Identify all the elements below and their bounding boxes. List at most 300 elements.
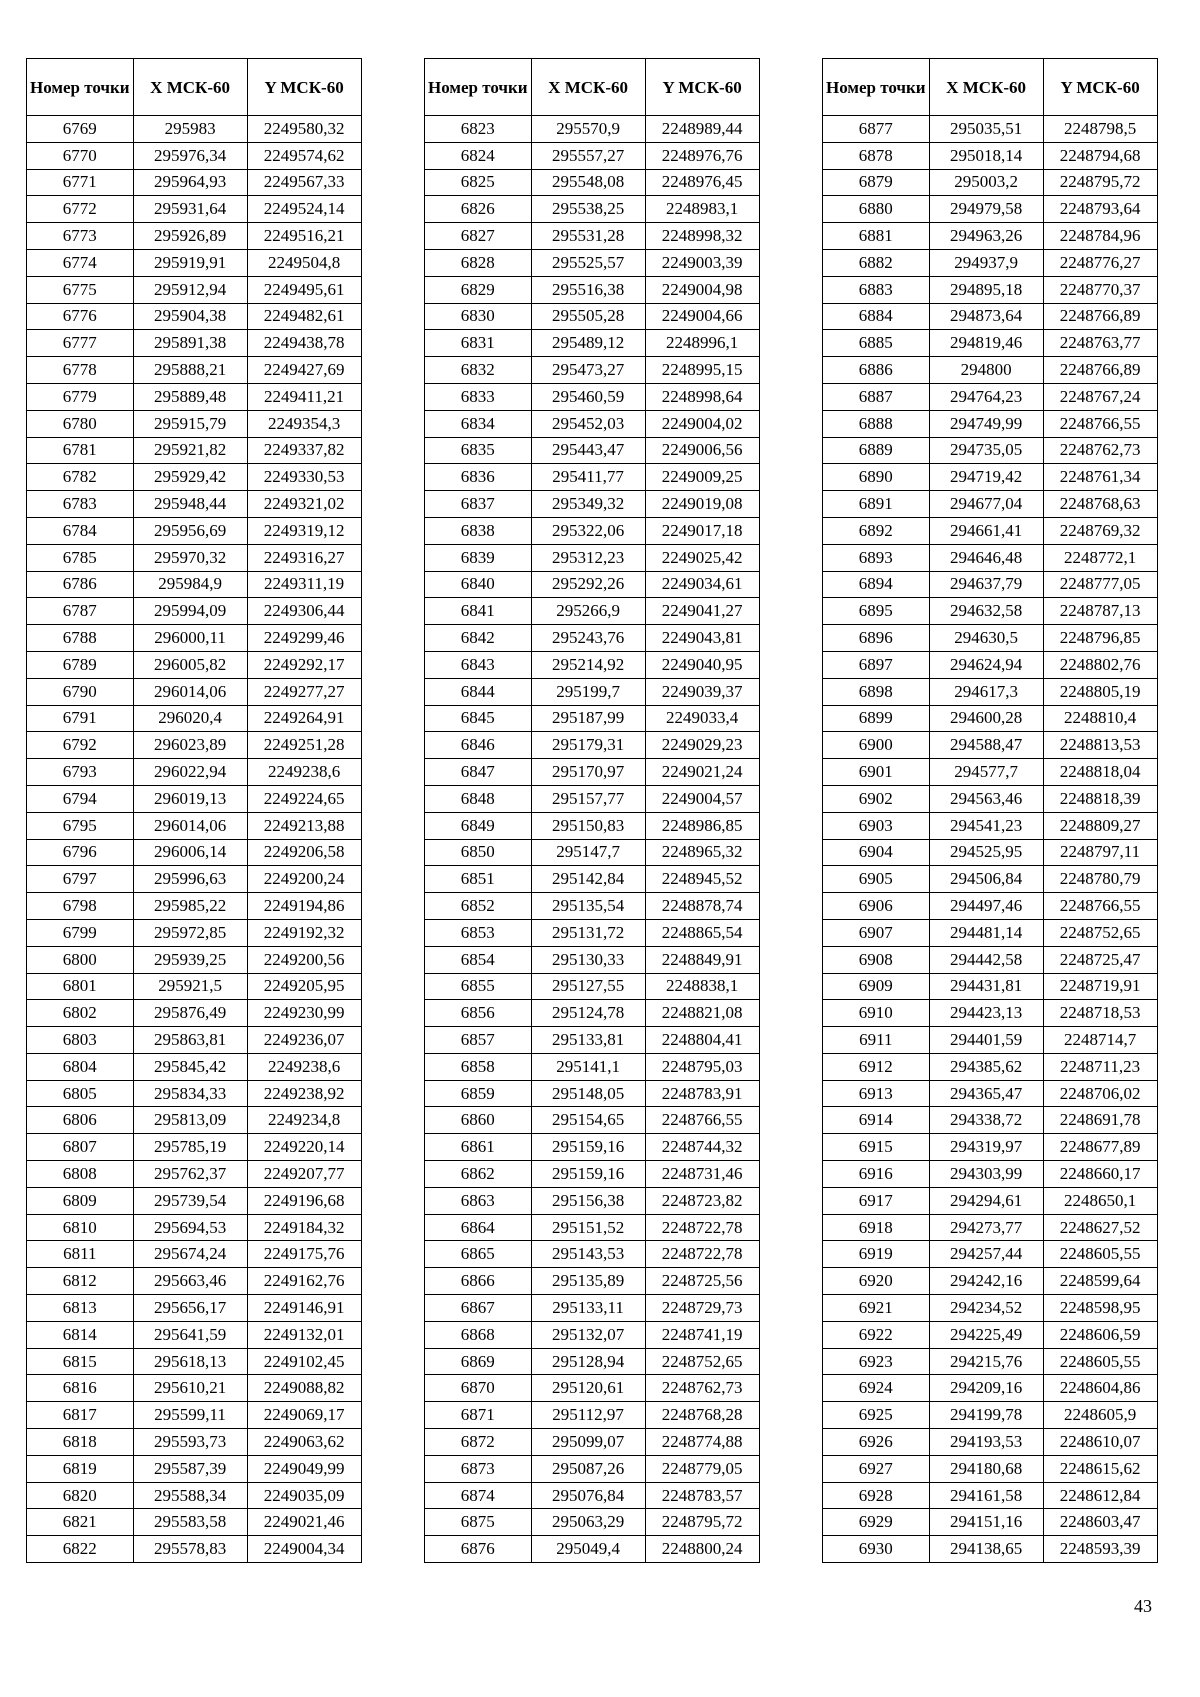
table-row	[425, 1080, 760, 1107]
table-row	[425, 491, 760, 518]
cell-point-number: 6804	[27, 1053, 134, 1080]
cell-y-coordinate: 2249504,8	[247, 249, 361, 276]
cell-point-number: 6877	[823, 116, 930, 143]
cell-x-coordinate: 295538,25	[531, 196, 645, 223]
cell-y-coordinate: 2249004,34	[247, 1536, 361, 1563]
cell-x-coordinate: 295322,06	[531, 517, 645, 544]
cell-x-coordinate: 295994,09	[133, 598, 247, 625]
cell-point-number: 6827	[425, 223, 532, 250]
cell-y-coordinate: 2249004,66	[645, 303, 759, 330]
cell-point-number: 6866	[425, 1268, 532, 1295]
table-row	[27, 303, 362, 330]
cell-y-coordinate: 2248809,27	[1043, 812, 1157, 839]
cell-y-coordinate: 2248989,44	[645, 116, 759, 143]
table-row	[425, 1348, 760, 1375]
table-row	[425, 571, 760, 598]
table-row	[823, 839, 1158, 866]
cell-y-coordinate: 2248776,27	[1043, 249, 1157, 276]
cell-point-number: 6841	[425, 598, 532, 625]
cell-x-coordinate: 295143,53	[531, 1241, 645, 1268]
cell-y-coordinate: 2248849,91	[645, 946, 759, 973]
cell-x-coordinate: 295599,11	[133, 1402, 247, 1429]
cell-point-number: 6823	[425, 116, 532, 143]
cell-point-number: 6782	[27, 464, 134, 491]
cell-point-number: 6793	[27, 759, 134, 786]
cell-y-coordinate: 2248976,76	[645, 142, 759, 169]
cell-y-coordinate: 2249035,09	[247, 1482, 361, 1509]
cell-y-coordinate: 2248794,68	[1043, 142, 1157, 169]
table-row	[425, 1027, 760, 1054]
cell-x-coordinate: 295266,9	[531, 598, 645, 625]
cell-x-coordinate: 295921,82	[133, 437, 247, 464]
cell-point-number: 6918	[823, 1214, 930, 1241]
table-row	[823, 1214, 1158, 1241]
cell-x-coordinate: 295156,38	[531, 1187, 645, 1214]
cell-x-coordinate: 294431,81	[929, 973, 1043, 1000]
table-row	[823, 303, 1158, 330]
cell-point-number: 6773	[27, 223, 134, 250]
cell-point-number: 6814	[27, 1321, 134, 1348]
cell-x-coordinate: 295578,83	[133, 1536, 247, 1563]
cell-x-coordinate: 295889,48	[133, 383, 247, 410]
cell-point-number: 6891	[823, 491, 930, 518]
cell-x-coordinate: 295411,77	[531, 464, 645, 491]
cell-x-coordinate: 295159,16	[531, 1134, 645, 1161]
table-row	[27, 625, 362, 652]
cell-point-number: 6833	[425, 383, 532, 410]
cell-x-coordinate: 295919,91	[133, 249, 247, 276]
table-row	[27, 839, 362, 866]
table-row	[27, 1295, 362, 1322]
cell-x-coordinate: 295151,52	[531, 1214, 645, 1241]
cell-point-number: 6903	[823, 812, 930, 839]
cell-y-coordinate: 2248729,73	[645, 1295, 759, 1322]
cell-y-coordinate: 2249088,82	[247, 1375, 361, 1402]
cell-y-coordinate: 2249029,23	[645, 732, 759, 759]
cell-y-coordinate: 2249316,27	[247, 544, 361, 571]
table-row	[27, 1536, 362, 1563]
cell-y-coordinate: 2248965,32	[645, 839, 759, 866]
cell-point-number: 6801	[27, 973, 134, 1000]
cell-point-number: 6774	[27, 249, 134, 276]
cell-point-number: 6820	[27, 1482, 134, 1509]
cell-point-number: 6792	[27, 732, 134, 759]
table-row	[425, 1268, 760, 1295]
cell-point-number: 6862	[425, 1161, 532, 1188]
cell-y-coordinate: 2248741,19	[645, 1321, 759, 1348]
cell-y-coordinate: 2248610,07	[1043, 1429, 1157, 1456]
cell-point-number: 6878	[823, 142, 930, 169]
cell-x-coordinate: 294632,58	[929, 598, 1043, 625]
cell-y-coordinate: 2248763,77	[1043, 330, 1157, 357]
cell-point-number: 6832	[425, 357, 532, 384]
table-row	[425, 1295, 760, 1322]
cell-point-number: 6818	[27, 1429, 134, 1456]
cell-y-coordinate: 2248805,19	[1043, 678, 1157, 705]
table-row	[425, 759, 760, 786]
cell-point-number: 6840	[425, 571, 532, 598]
cell-point-number: 6875	[425, 1509, 532, 1536]
cell-point-number: 6901	[823, 759, 930, 786]
cell-y-coordinate: 2249292,17	[247, 651, 361, 678]
cell-x-coordinate: 296020,4	[133, 705, 247, 732]
cell-x-coordinate: 294234,52	[929, 1295, 1043, 1322]
table-row	[425, 785, 760, 812]
cell-x-coordinate: 295157,77	[531, 785, 645, 812]
cell-point-number: 6837	[425, 491, 532, 518]
cell-y-coordinate: 2248810,4	[1043, 705, 1157, 732]
cell-point-number: 6825	[425, 169, 532, 196]
cell-point-number: 6785	[27, 544, 134, 571]
cell-y-coordinate: 2248725,47	[1043, 946, 1157, 973]
cell-point-number: 6857	[425, 1027, 532, 1054]
table-row	[27, 169, 362, 196]
cell-y-coordinate: 2248767,24	[1043, 383, 1157, 410]
cell-point-number: 6930	[823, 1536, 930, 1563]
cell-y-coordinate: 2248998,64	[645, 383, 759, 410]
table-row	[425, 1000, 760, 1027]
cell-point-number: 6776	[27, 303, 134, 330]
cell-x-coordinate: 294319,97	[929, 1134, 1043, 1161]
table-row	[27, 732, 362, 759]
cell-y-coordinate: 2248770,37	[1043, 276, 1157, 303]
table-row	[425, 1375, 760, 1402]
cell-x-coordinate: 294442,58	[929, 946, 1043, 973]
cell-x-coordinate: 295926,89	[133, 223, 247, 250]
table-row	[27, 973, 362, 1000]
cell-x-coordinate: 295349,32	[531, 491, 645, 518]
cell-y-coordinate: 2249238,6	[247, 759, 361, 786]
cell-y-coordinate: 2248821,08	[645, 1000, 759, 1027]
table-row	[27, 651, 362, 678]
cell-y-coordinate: 2249175,76	[247, 1241, 361, 1268]
table-row	[823, 196, 1158, 223]
cell-y-coordinate: 2249194,86	[247, 893, 361, 920]
table-row	[425, 116, 760, 143]
table-body	[823, 116, 1158, 1563]
table-row	[425, 1429, 760, 1456]
cell-point-number: 6882	[823, 249, 930, 276]
cell-x-coordinate: 294225,49	[929, 1321, 1043, 1348]
cell-x-coordinate: 294749,99	[929, 410, 1043, 437]
cell-y-coordinate: 2249213,88	[247, 812, 361, 839]
cell-y-coordinate: 2248599,64	[1043, 1268, 1157, 1295]
cell-point-number: 6890	[823, 464, 930, 491]
cell-point-number: 6843	[425, 651, 532, 678]
table-row	[823, 785, 1158, 812]
cell-point-number: 6910	[823, 1000, 930, 1027]
cell-y-coordinate: 2249224,65	[247, 785, 361, 812]
cell-point-number: 6925	[823, 1402, 930, 1429]
cell-point-number: 6828	[425, 249, 532, 276]
table-row	[823, 1000, 1158, 1027]
cell-x-coordinate: 295694,53	[133, 1214, 247, 1241]
cell-point-number: 6789	[27, 651, 134, 678]
cell-y-coordinate: 2248797,11	[1043, 839, 1157, 866]
cell-y-coordinate: 2249102,45	[247, 1348, 361, 1375]
cell-x-coordinate: 294719,42	[929, 464, 1043, 491]
cell-y-coordinate: 2249021,46	[247, 1509, 361, 1536]
table-row	[425, 544, 760, 571]
cell-point-number: 6852	[425, 893, 532, 920]
cell-y-coordinate: 2248718,53	[1043, 1000, 1157, 1027]
cell-x-coordinate: 296005,82	[133, 651, 247, 678]
table-row	[823, 437, 1158, 464]
cell-point-number: 6897	[823, 651, 930, 678]
cell-y-coordinate: 2248995,15	[645, 357, 759, 384]
cell-y-coordinate: 2249321,02	[247, 491, 361, 518]
cell-x-coordinate: 295133,11	[531, 1295, 645, 1322]
cell-point-number: 6790	[27, 678, 134, 705]
cell-x-coordinate: 296019,13	[133, 785, 247, 812]
cell-y-coordinate: 2248691,78	[1043, 1107, 1157, 1134]
cell-x-coordinate: 295557,27	[531, 142, 645, 169]
cell-x-coordinate: 295929,42	[133, 464, 247, 491]
cell-point-number: 6888	[823, 410, 930, 437]
cell-x-coordinate: 294385,62	[929, 1053, 1043, 1080]
cell-point-number: 6821	[27, 1509, 134, 1536]
cell-y-coordinate: 2248798,5	[1043, 116, 1157, 143]
cell-point-number: 6899	[823, 705, 930, 732]
cell-point-number: 6868	[425, 1321, 532, 1348]
table-row	[425, 517, 760, 544]
cell-point-number: 6802	[27, 1000, 134, 1027]
table-row	[823, 1268, 1158, 1295]
table-row	[823, 1348, 1158, 1375]
cell-x-coordinate: 295443,47	[531, 437, 645, 464]
cell-point-number: 6912	[823, 1053, 930, 1080]
cell-y-coordinate: 2249004,02	[645, 410, 759, 437]
cell-y-coordinate: 2248722,78	[645, 1241, 759, 1268]
cell-y-coordinate: 2249205,95	[247, 973, 361, 1000]
cell-point-number: 6842	[425, 625, 532, 652]
cell-y-coordinate: 2249238,92	[247, 1080, 361, 1107]
cell-point-number: 6914	[823, 1107, 930, 1134]
cell-y-coordinate: 2249200,56	[247, 946, 361, 973]
table-row	[823, 383, 1158, 410]
table-row	[823, 1134, 1158, 1161]
cell-y-coordinate: 2248865,54	[645, 919, 759, 946]
cell-y-coordinate: 2248780,79	[1043, 866, 1157, 893]
table-row	[27, 410, 362, 437]
cell-y-coordinate: 2248660,17	[1043, 1161, 1157, 1188]
table-row	[823, 1509, 1158, 1536]
cell-point-number: 6858	[425, 1053, 532, 1080]
cell-x-coordinate: 295972,85	[133, 919, 247, 946]
cell-point-number: 6809	[27, 1187, 134, 1214]
cell-x-coordinate: 294617,3	[929, 678, 1043, 705]
cell-y-coordinate: 2249438,78	[247, 330, 361, 357]
cell-x-coordinate: 294577,7	[929, 759, 1043, 786]
table-row	[425, 1536, 760, 1563]
cell-y-coordinate: 2249043,81	[645, 625, 759, 652]
cell-point-number: 6860	[425, 1107, 532, 1134]
cell-x-coordinate: 294209,16	[929, 1375, 1043, 1402]
cell-y-coordinate: 2248744,32	[645, 1134, 759, 1161]
cell-x-coordinate: 295133,81	[531, 1027, 645, 1054]
cell-x-coordinate: 295531,28	[531, 223, 645, 250]
table-row	[27, 1455, 362, 1482]
cell-point-number: 6798	[27, 893, 134, 920]
cell-point-number: 6831	[425, 330, 532, 357]
cell-x-coordinate: 295915,79	[133, 410, 247, 437]
table-row	[27, 1375, 362, 1402]
cell-point-number: 6879	[823, 169, 930, 196]
cell-x-coordinate: 295739,54	[133, 1187, 247, 1214]
cell-x-coordinate: 295956,69	[133, 517, 247, 544]
table-row	[27, 1214, 362, 1241]
table-row	[27, 249, 362, 276]
cell-x-coordinate: 294677,04	[929, 491, 1043, 518]
cell-y-coordinate: 2249192,32	[247, 919, 361, 946]
cell-point-number: 6846	[425, 732, 532, 759]
cell-y-coordinate: 2248783,91	[645, 1080, 759, 1107]
cell-y-coordinate: 2249132,01	[247, 1321, 361, 1348]
cell-y-coordinate: 2248766,55	[1043, 893, 1157, 920]
table-row	[27, 437, 362, 464]
cell-point-number: 6905	[823, 866, 930, 893]
cell-x-coordinate: 295159,16	[531, 1161, 645, 1188]
cell-y-coordinate: 2249299,46	[247, 625, 361, 652]
table-row	[823, 598, 1158, 625]
cell-point-number: 6810	[27, 1214, 134, 1241]
cell-y-coordinate: 2248627,52	[1043, 1214, 1157, 1241]
table-row	[27, 1402, 362, 1429]
cell-y-coordinate: 2248769,32	[1043, 517, 1157, 544]
cell-y-coordinate: 2249337,82	[247, 437, 361, 464]
table-row	[27, 812, 362, 839]
cell-y-coordinate: 2249567,33	[247, 169, 361, 196]
table-row	[823, 116, 1158, 143]
table-row	[823, 1321, 1158, 1348]
cell-x-coordinate: 295845,42	[133, 1053, 247, 1080]
table-row	[425, 169, 760, 196]
table-row	[425, 1187, 760, 1214]
cell-point-number: 6803	[27, 1027, 134, 1054]
table-row	[27, 678, 362, 705]
cell-x-coordinate: 294138,65	[929, 1536, 1043, 1563]
cell-x-coordinate: 295214,92	[531, 651, 645, 678]
cell-x-coordinate: 294541,23	[929, 812, 1043, 839]
cell-x-coordinate: 294401,59	[929, 1027, 1043, 1054]
cell-x-coordinate: 295130,33	[531, 946, 645, 973]
table-row	[27, 893, 362, 920]
cell-point-number: 6819	[27, 1455, 134, 1482]
table-row	[27, 1080, 362, 1107]
table-row	[425, 1482, 760, 1509]
cell-point-number: 6892	[823, 517, 930, 544]
cell-x-coordinate: 295199,7	[531, 678, 645, 705]
cell-x-coordinate: 295312,23	[531, 544, 645, 571]
cell-y-coordinate: 2248766,55	[1043, 410, 1157, 437]
table-row	[425, 705, 760, 732]
cell-point-number: 6870	[425, 1375, 532, 1402]
cell-x-coordinate: 294819,46	[929, 330, 1043, 357]
cell-x-coordinate: 294242,16	[929, 1268, 1043, 1295]
cell-y-coordinate: 2248714,7	[1043, 1027, 1157, 1054]
table-row	[27, 946, 362, 973]
cell-point-number: 6887	[823, 383, 930, 410]
cell-point-number: 6829	[425, 276, 532, 303]
cell-point-number: 6907	[823, 919, 930, 946]
cell-y-coordinate: 2249033,4	[645, 705, 759, 732]
header-y-coordinate: Y МСК-60	[1043, 59, 1157, 116]
cell-point-number: 6865	[425, 1241, 532, 1268]
cell-point-number: 6894	[823, 571, 930, 598]
table-row	[823, 223, 1158, 250]
table-row	[27, 1000, 362, 1027]
cell-point-number: 6919	[823, 1241, 930, 1268]
table-row	[425, 1241, 760, 1268]
table-row	[27, 116, 362, 143]
cell-y-coordinate: 2248593,39	[1043, 1536, 1157, 1563]
table-row	[425, 893, 760, 920]
cell-x-coordinate: 295142,84	[531, 866, 645, 893]
cell-point-number: 6900	[823, 732, 930, 759]
cell-y-coordinate: 2248752,65	[645, 1348, 759, 1375]
table-row	[823, 705, 1158, 732]
table-row	[823, 571, 1158, 598]
cell-point-number: 6835	[425, 437, 532, 464]
cell-point-number: 6824	[425, 142, 532, 169]
table-row	[823, 946, 1158, 973]
cell-x-coordinate: 296014,06	[133, 812, 247, 839]
cell-x-coordinate: 294199,78	[929, 1402, 1043, 1429]
header-y-coordinate: Y МСК-60	[247, 59, 361, 116]
cell-y-coordinate: 2248752,65	[1043, 919, 1157, 946]
cell-point-number: 6799	[27, 919, 134, 946]
cell-y-coordinate: 2249040,95	[645, 651, 759, 678]
cell-point-number: 6886	[823, 357, 930, 384]
table-row	[425, 1509, 760, 1536]
table-row	[823, 1455, 1158, 1482]
table-row	[27, 1134, 362, 1161]
cell-point-number: 6839	[425, 544, 532, 571]
cell-y-coordinate: 2248784,96	[1043, 223, 1157, 250]
cell-x-coordinate: 294963,26	[929, 223, 1043, 250]
cell-y-coordinate: 2248818,04	[1043, 759, 1157, 786]
table-body	[27, 116, 362, 1563]
table-row	[425, 839, 760, 866]
cell-point-number: 6916	[823, 1161, 930, 1188]
table-row	[27, 1187, 362, 1214]
cell-point-number: 6924	[823, 1375, 930, 1402]
cell-point-number: 6926	[823, 1429, 930, 1456]
cell-y-coordinate: 2249234,8	[247, 1107, 361, 1134]
table-row	[27, 383, 362, 410]
cell-y-coordinate: 2248604,86	[1043, 1375, 1157, 1402]
cell-point-number: 6771	[27, 169, 134, 196]
cell-point-number: 6847	[425, 759, 532, 786]
table-row	[27, 919, 362, 946]
cell-x-coordinate: 295983	[133, 116, 247, 143]
cell-x-coordinate: 296014,06	[133, 678, 247, 705]
table-row	[27, 571, 362, 598]
cell-y-coordinate: 2248996,1	[645, 330, 759, 357]
cell-y-coordinate: 2248605,55	[1043, 1348, 1157, 1375]
table-row	[425, 625, 760, 652]
cell-point-number: 6849	[425, 812, 532, 839]
header-x-coordinate: X МСК-60	[133, 59, 247, 116]
cell-y-coordinate: 2248783,57	[645, 1482, 759, 1509]
table-row	[27, 1241, 362, 1268]
cell-point-number: 6787	[27, 598, 134, 625]
cell-y-coordinate: 2248796,85	[1043, 625, 1157, 652]
header-x-coordinate: X МСК-60	[531, 59, 645, 116]
cell-x-coordinate: 295150,83	[531, 812, 645, 839]
table-row	[425, 598, 760, 625]
cell-y-coordinate: 2248800,24	[645, 1536, 759, 1563]
